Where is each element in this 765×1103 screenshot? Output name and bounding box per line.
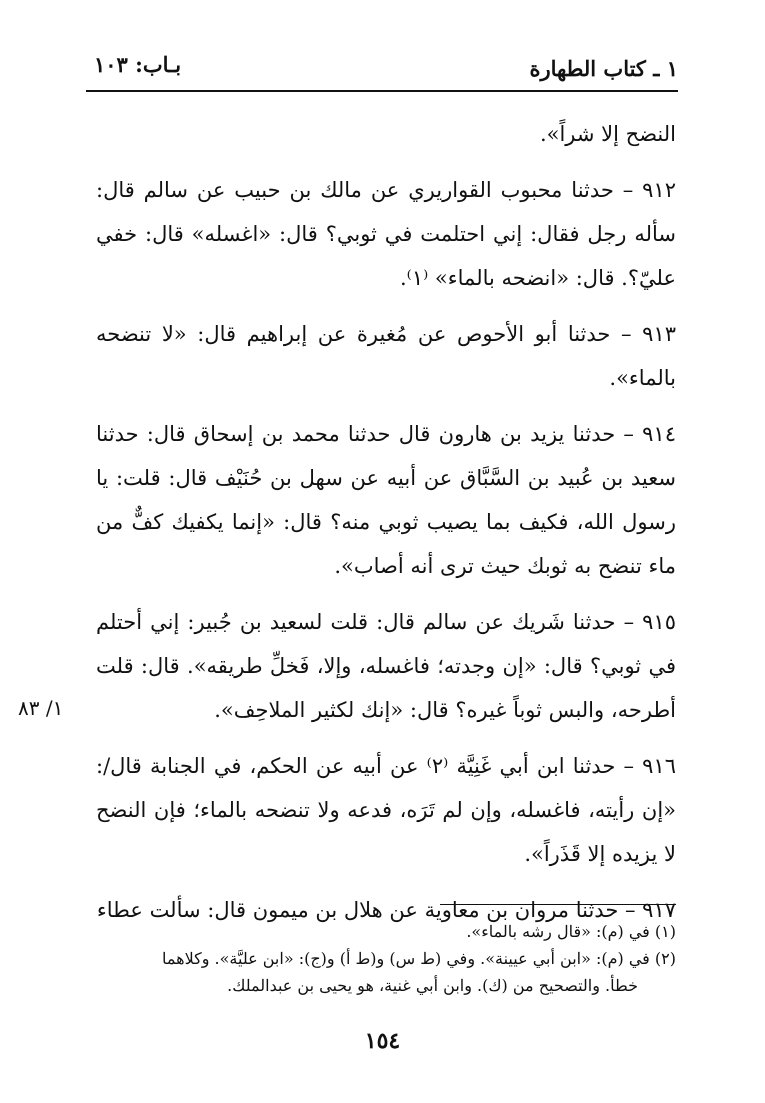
hadith-916: ٩١٦ – حدثنا ابن أبي غَنِيَّة ⁽٢⁾ عن أبيه عن الحكم، في الجنابة قال/: «إن رأيته، فاغسله، وإن لم تَرَه، فدعه ولا تنضحه بالماء؛ فإن النضح لا يزيده إلا قَذَراً». [96,754,676,866]
footnote-1: (١) في (م): «قال رشه بالماء». [466,922,676,941]
main-text [96,112,676,932]
margin-reference: ١/ ٨٣ [18,696,64,720]
text-line: النضح إلا شراً». [539,122,676,146]
page-number: ١٥٤ [364,1028,401,1054]
hadith-917: ٩١٧ – حدثنا مروان بن معاوية عن هلال بن ميمون قال: سألت عطاء [96,898,676,922]
footnote-2-continued: خطأ. والتصحيح من (ك). وابن أبي غنية، هو يحيى بن عبدالملك. [227,976,638,995]
header-rule [86,90,678,92]
running-header [86,42,678,90]
hadith-912: ٩١٢ – حدثنا محبوب القواريري عن مالك بن حبيب عن سالم قال: سأله رجل فقال: إني احتلمت في ثوبي؟ قال: «اغسله» قال: خفي عليّ؟. قال: «انضحه بالماء» ⁽١⁾. [96,178,676,290]
section-number: بـاب: ١٠٣ [94,52,182,77]
footnote-rule [440,904,676,905]
hadith-914: ٩١٤ – حدثنا يزيد بن هارون قال حدثنا محمد بن إسحاق قال: حدثنا سعيد بن عُبيد بن السَّبَّاق عن أبيه عن سهل بن حُنَيْف قال: قلت: يا رسول الله، فكيف بما يصيب ثوبي منه؟ قال: «إنما يكفيك كفٌّ من ماء تنضح به ثوبك حيث ترى أنه أصاب». [96,422,676,578]
hadith-913: ٩١٣ – حدثنا أبو الأحوص عن مُغيرة عن إبراهيم قال: «لا تنضحه بالماء». [96,322,676,390]
footnote-2: (٢) في (م): «ابن أبي عيينة». وفي (ط س) و(ط أ) و(ج): «ابن عليَّة». وكلاهما [162,949,676,968]
chapter-title: ١ ـ كتاب الطهارة [529,56,678,81]
hadith-915: ٩١٥ – حدثنا شَريك عن سالم قال: قلت لسعيد بن جُبير: إني أحتلم في ثوبي؟ قال: «إن وجدته؛ فاغسله، وإلا، فَخلِّ طريقه». قال: قلت أطرحه، والبس ثوباً غيره؟ قال: «إنك لكثير الملاحِف». [96,610,676,722]
footnotes [96,918,676,999]
